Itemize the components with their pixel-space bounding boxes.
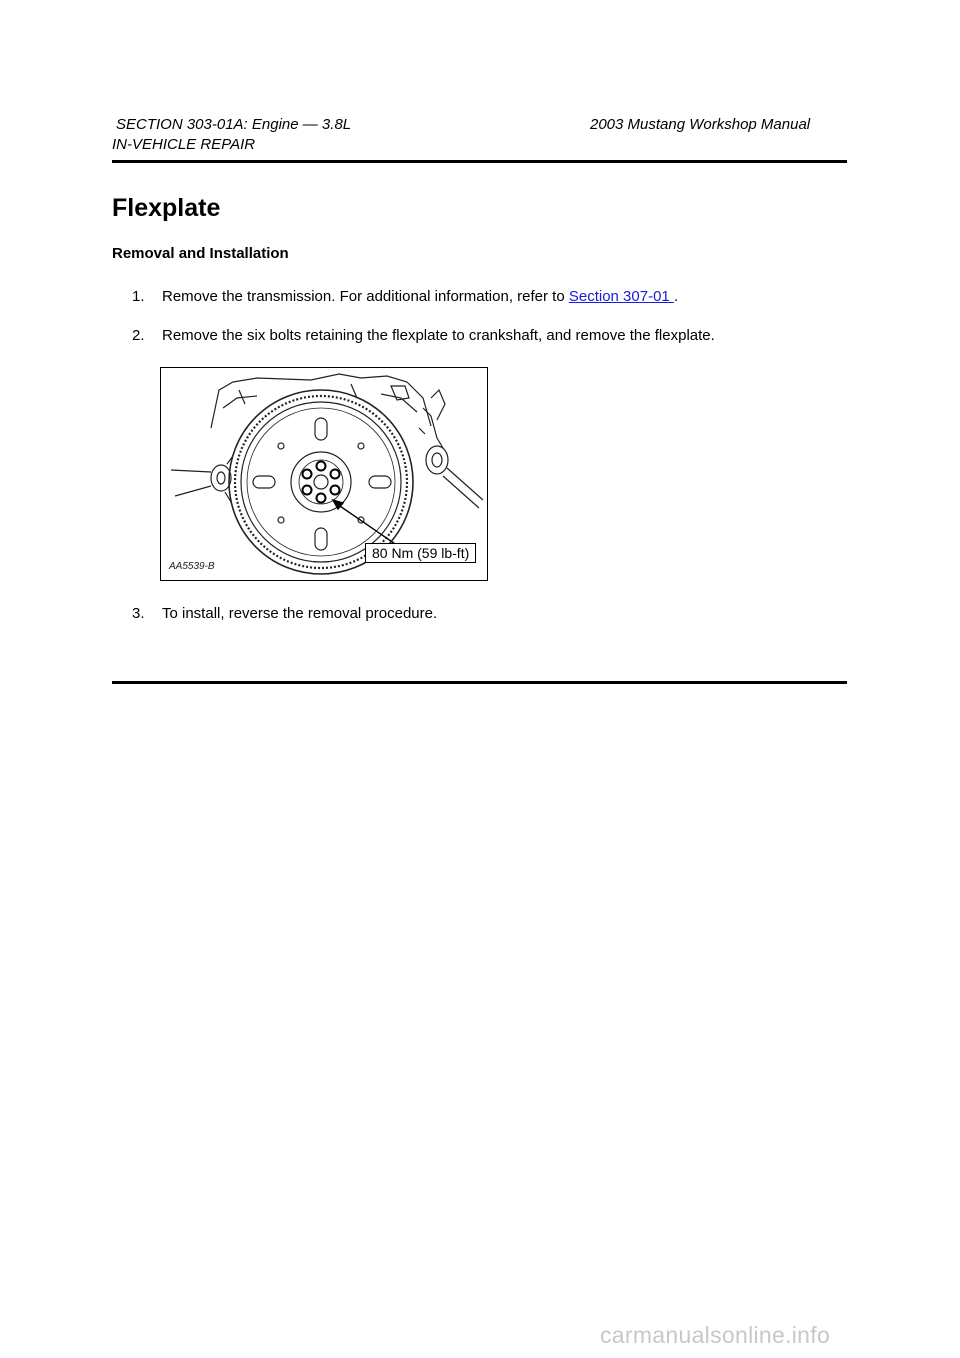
- step-1: [132, 288, 678, 305]
- procedure-subtitle: Removal and Installation: [112, 245, 289, 262]
- header-section: SECTION 303-01A: Engine — 3.8L: [116, 116, 352, 133]
- section-link[interactable]: Section 307-01: [568, 288, 674, 305]
- page-title: Flexplate: [112, 194, 221, 222]
- flexplate-illustration: [160, 367, 488, 581]
- step-text-end: .: [673, 288, 679, 305]
- step-2: [132, 327, 715, 344]
- watermark-text: carmanualsonline.info: [600, 1322, 831, 1348]
- step-3: [132, 605, 437, 622]
- step-text: To install, reverse the removal procedure.: [162, 605, 438, 622]
- step-number: 3.: [132, 605, 145, 622]
- step-number: 2.: [132, 327, 145, 344]
- footer-rule: [112, 681, 847, 684]
- header-rule: [112, 160, 847, 163]
- step-text: Remove the six bolts retaining the flexplate to crankshaft, and remove the flexplate.: [162, 327, 715, 344]
- figure-id: AA5539-B: [169, 561, 215, 572]
- step-number: 1.: [132, 288, 145, 305]
- step-text: Remove the transmission. For additional information, refer to: [162, 288, 569, 305]
- torque-callout: 80 Nm (59 lb-ft): [365, 543, 476, 563]
- header-manual-title: 2003 Mustang Workshop Manual: [590, 116, 811, 133]
- header-subsection: IN-VEHICLE REPAIR: [112, 136, 256, 153]
